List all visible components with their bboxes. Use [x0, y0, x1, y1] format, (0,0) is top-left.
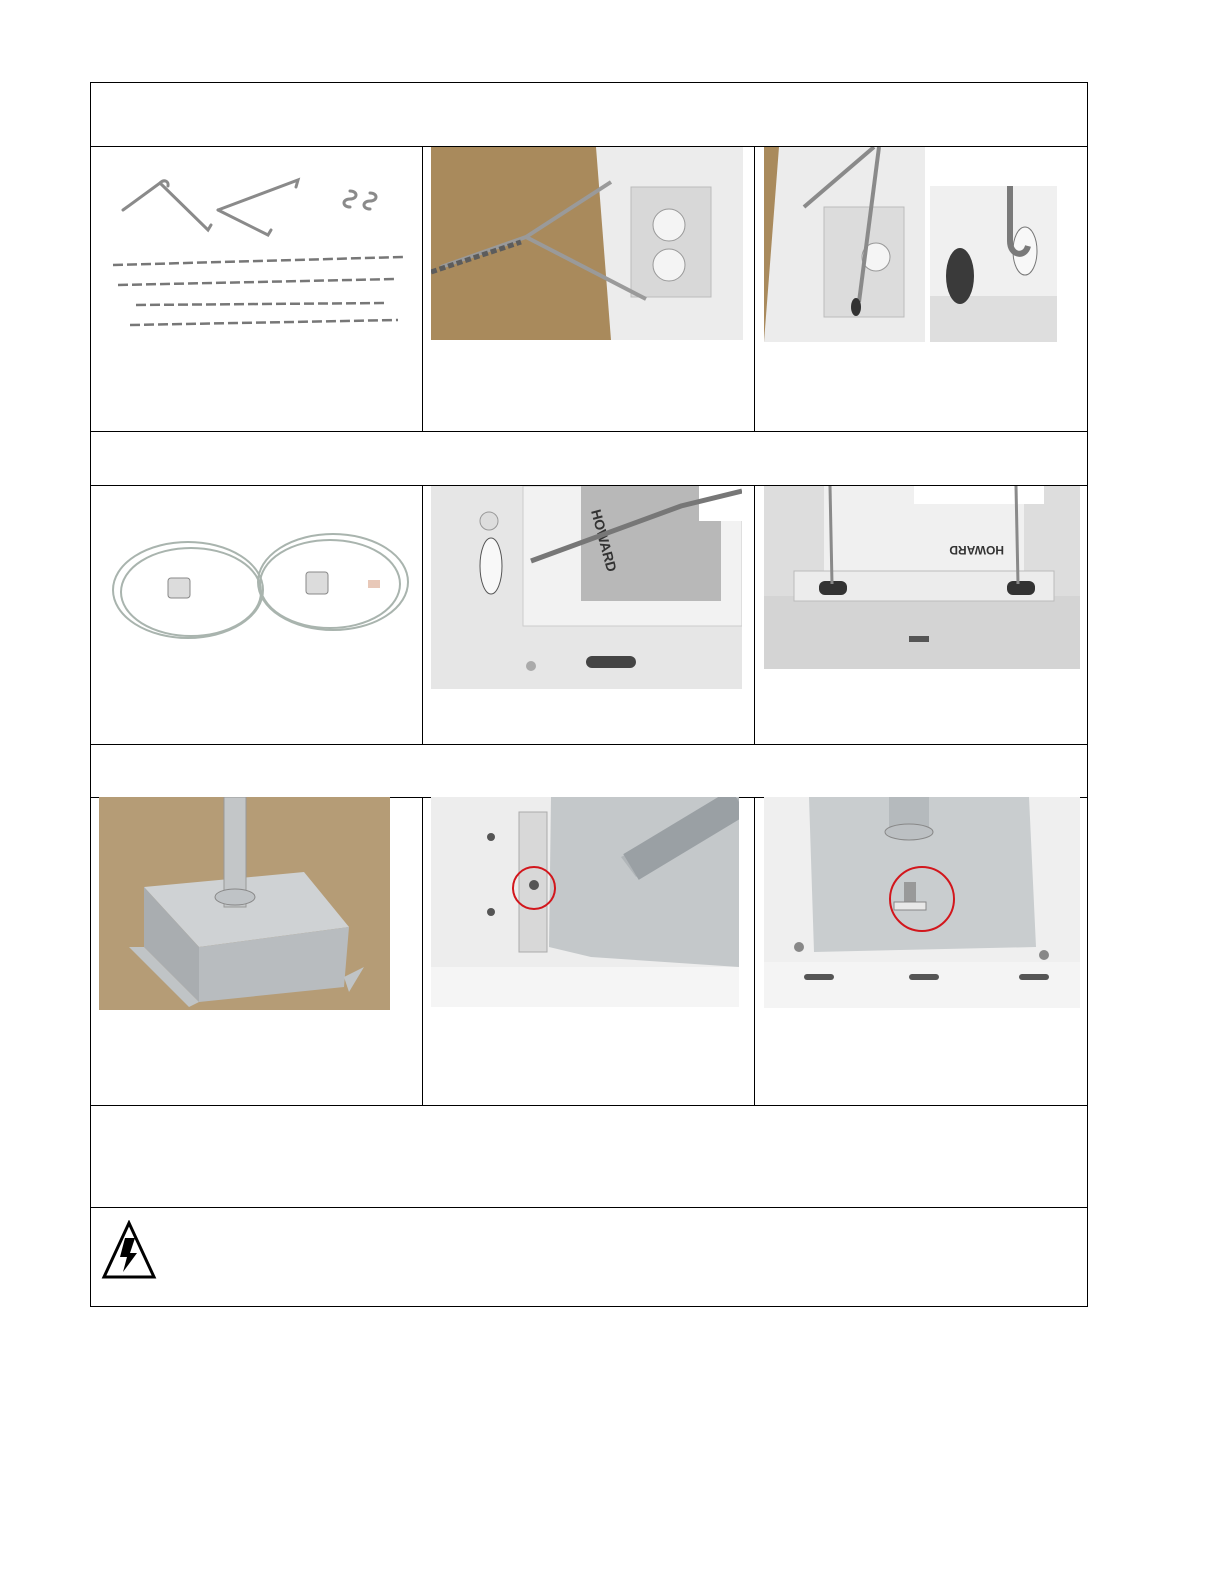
warning-row — [91, 1208, 1087, 1306]
conduit-box-screw-location-photo — [431, 797, 739, 1007]
column-divider — [422, 486, 423, 745]
notes-row — [91, 1106, 1087, 1208]
fixture-label-brand2: HOWARD — [949, 543, 1004, 557]
aircraft-cable-kit-photo — [108, 520, 418, 650]
v-hook-fixture-overview-photo — [764, 147, 925, 342]
fixture-label-brand: HOWARD — [588, 507, 621, 574]
column-divider — [422, 147, 423, 432]
cable-in-fixture-slot-photo — [431, 486, 742, 689]
section-1-header — [91, 83, 1087, 147]
column-divider — [754, 486, 755, 745]
section-3-header — [91, 745, 1087, 798]
bracket-highlight-circle — [889, 866, 955, 932]
screw-highlight-circle — [512, 866, 556, 910]
section-2-header — [91, 432, 1087, 486]
column-divider — [422, 798, 423, 1106]
conduit-box-on-stem-photo — [99, 797, 390, 1010]
column-divider — [754, 147, 755, 432]
hook-and-chain-kit-photo — [108, 175, 408, 340]
electrical-hazard-icon — [101, 1220, 157, 1280]
column-divider — [754, 798, 755, 1106]
v-hook-slot-detail-photo — [930, 186, 1057, 342]
v-hook-in-fixture-slot-photo — [431, 147, 743, 340]
cables-installed-top-view-photo — [764, 486, 1080, 669]
